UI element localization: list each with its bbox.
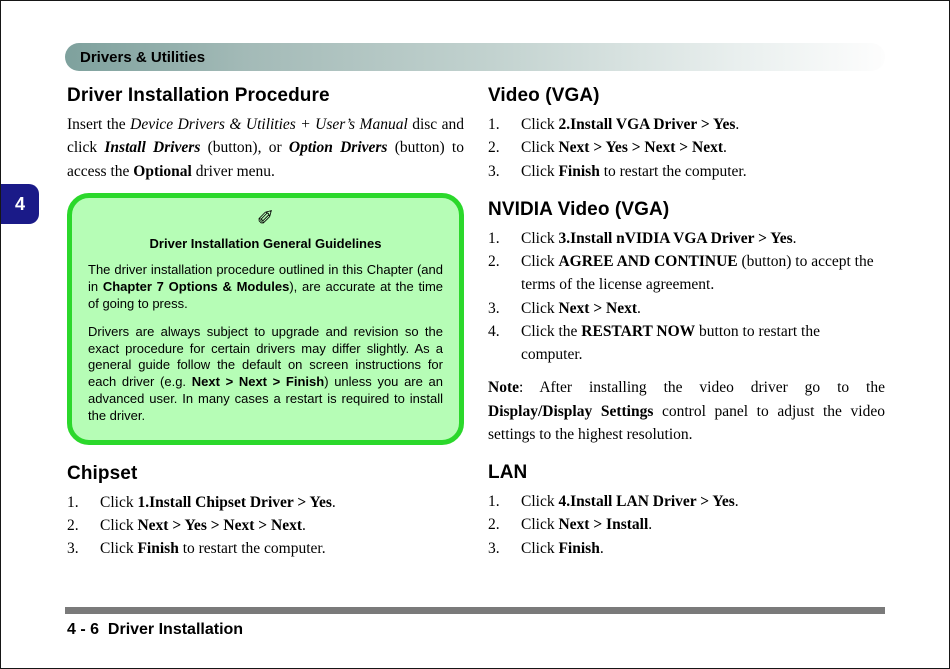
list-item-number: 2. xyxy=(488,253,500,270)
chipset-list xyxy=(67,491,464,561)
list-item-text: Click Finish to restart the computer. xyxy=(100,540,326,558)
guidelines-box xyxy=(67,193,464,445)
list-item-number: 1. xyxy=(488,229,500,247)
guidelines-paragraph-2: Drivers are always subject to upgrade and revision so the exact procedure for certain drivers may differ slightly. As a general guide follow the default on screen instructions for each driver (e.g. Next > Next > Finish) unless you are an advanced user. In many cases a restart is required to install the driver. xyxy=(88,323,443,424)
list-item-number: 1. xyxy=(67,493,79,511)
content-area xyxy=(67,85,885,561)
list-item xyxy=(488,297,885,320)
list-item-number: 3. xyxy=(67,540,79,558)
list-item-text: Click Finish. xyxy=(521,539,604,557)
list-item-text: Click Next > Yes > Next > Next. xyxy=(521,139,727,157)
list-item-text: Click 3.Install nVIDIA VGA Driver > Yes. xyxy=(521,229,797,247)
list-item xyxy=(488,227,885,250)
heading-nvidia-video-vga: NVIDIA Video (VGA) xyxy=(488,198,670,220)
heading-chipset: Chipset xyxy=(67,462,138,484)
guidelines-paragraph-1: The driver installation procedure outlined in this Chapter (and in Chapter 7 Options & Modules), are accurate at the time of going to press. xyxy=(88,261,443,311)
section-header-title: Drivers & Utilities xyxy=(80,48,206,66)
list-item xyxy=(488,513,885,536)
list-item-text: Click Next > Yes > Next > Next. xyxy=(100,517,306,535)
section-header-bar xyxy=(65,43,885,71)
list-item-text: Click 4.Install LAN Driver > Yes. xyxy=(521,493,739,510)
page-footer: 4 - 6 Driver Installation xyxy=(67,621,244,638)
list-item-text: Click Finish to restart the computer. xyxy=(521,162,747,180)
list-item xyxy=(67,491,464,514)
list-item-text: Click 1.Install Chipset Driver > Yes. xyxy=(100,493,336,511)
list-item xyxy=(67,537,464,560)
list-item-text: Click the RESTART NOW button to restart the computer. xyxy=(521,322,820,363)
guidelines-title: Driver Installation General Guidelines xyxy=(149,235,382,251)
list-item xyxy=(67,514,464,537)
column-left xyxy=(67,85,464,561)
list-item xyxy=(488,136,885,159)
list-item-text: Click Next > Install. xyxy=(521,516,653,534)
chapter-tab xyxy=(1,184,39,224)
nvidia-list xyxy=(488,227,885,367)
list-item-text: Click AGREE AND CONTINUE (button) to accept the terms of the license agreement. xyxy=(521,253,874,294)
list-item-text: Click 2.Install VGA Driver > Yes. xyxy=(521,116,740,133)
list-item xyxy=(488,537,885,560)
list-item xyxy=(488,250,885,297)
list-item-number: 1. xyxy=(488,493,500,510)
heading-driver-installation-procedure: Driver Installation Procedure xyxy=(67,85,330,106)
heading-lan: LAN xyxy=(488,462,528,483)
list-item xyxy=(488,320,885,367)
lan-list xyxy=(488,490,885,560)
video-list xyxy=(488,113,885,183)
list-item xyxy=(488,113,885,136)
list-item-text: Click Next > Next. xyxy=(521,299,641,317)
list-item-number: 2. xyxy=(488,139,500,157)
intro-paragraph: Insert the Device Drivers & Utilities + User’s Manual disc and click Install Drivers (button), or Option Drivers (button) to access the Optional driver menu. xyxy=(67,116,464,180)
list-item-number: 2. xyxy=(67,517,79,535)
chapter-number: 4 xyxy=(14,193,25,214)
list-item-number: 3. xyxy=(488,299,500,317)
list-item xyxy=(488,490,885,513)
list-item-number: 3. xyxy=(488,162,500,180)
list-item xyxy=(488,160,885,183)
pencil-icon: ✐ xyxy=(256,205,275,230)
note-paragraph: Note: After installing the video driver go to the Display/Display Settings control panel to adjust the video settings to the highest resolution. xyxy=(488,379,885,443)
heading-video-vga: Video (VGA) xyxy=(488,85,600,106)
list-item-number: 3. xyxy=(488,539,500,557)
list-item-number: 4. xyxy=(488,322,500,340)
footer-rule xyxy=(65,607,885,614)
list-item-number: 1. xyxy=(488,116,500,133)
list-item-number: 2. xyxy=(488,516,500,534)
column-right xyxy=(488,85,885,561)
